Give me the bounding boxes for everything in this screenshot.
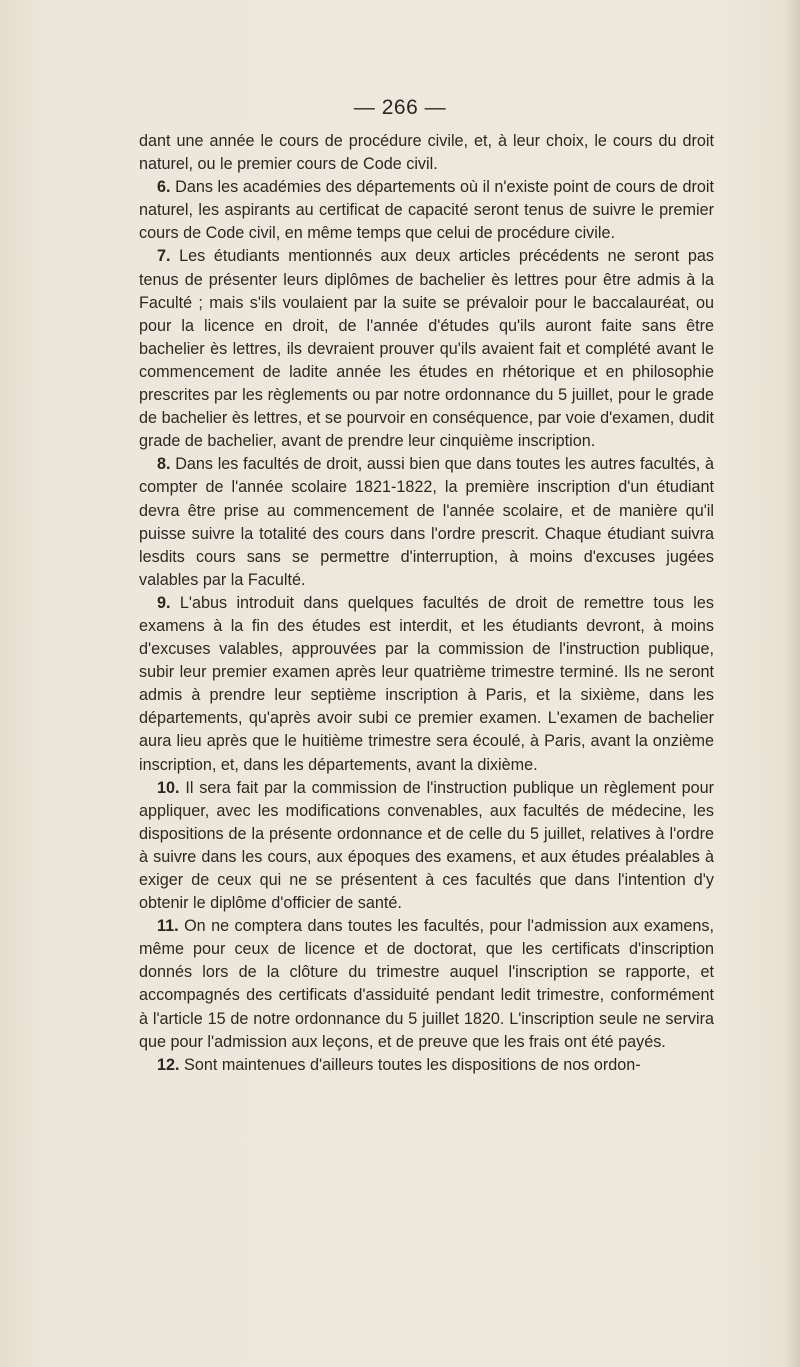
article-7 <box>139 245 714 453</box>
article-text: L'abus introduit dans quelques facultés de droit de remettre tous les examens à la fin des études est interdit, et les étudiants devront, à moins d'excuses valables, approuvées par la commission de l'instruction publique, subir leur premier examen après leur quatrième trimestre terminé. Ils ne seront admis à prendre leur septième inscription à Paris, et la sixième, dans les départements, qu'après avoir subi ce premier examen. L'examen de bachelier aura lieu après que le huitième trimestre sera écoulé, à Paris, avant la onzième inscription, et, dans les départements, avant la dixième. <box>139 593 714 774</box>
article-number: 10. <box>157 778 180 797</box>
article-text: Dans les facultés de droit, aussi bien que dans toutes les autres facultés, à compter de l'année scolaire 1821-1822, la première inscription d'un étudiant devra être prise au commencement de l'année scolaire, et de manière qu'il puisse suivre la totalité des cours dans l'ordre prescrit. Chaque étudiant suivra lesdits cours sans se permettre d'interruption, à moins d'excuses jugées valables par la Faculté. <box>139 455 714 589</box>
article-9 <box>139 592 714 777</box>
paragraph-continuation <box>139 130 714 176</box>
article-10 <box>139 777 714 916</box>
article-number: 7. <box>157 247 171 266</box>
article-number: 9. <box>157 593 171 612</box>
article-6 <box>139 176 714 245</box>
article-number: 8. <box>157 455 171 474</box>
article-text: Les étudiants mentionnés aux deux articles précédents ne seront pas tenus de présenter leurs diplômes de bachelier ès lettres pour être admis à la Faculté ; mais s'ils voulaient par la suite se prévaloir pour le baccalauréat, ou pour la licence en droit, de l'année d'études qu'ils auront faite sans être bachelier ès lettres, ils devraient prouver qu'ils avaient fait et complété avant le commencement de ladite année les études en rhétorique et en philosophie prescrites par les règlements ou par notre ordonnance du 5 juillet, pour le grade de bachelier ès lettres, et se pourvoir en conséquence, par voie d'examen, dudit grade de bachelier, avant de prendre leur cinquième inscription. <box>139 247 715 451</box>
article-11 <box>139 915 714 1054</box>
article-text: Il sera fait par la commission de l'instruction publique un règlement pour appliquer, avec les modifications convenables, aux facultés de médecine, les dispositions de la présente ordonnance et de celle du 5 juillet, relatives à l'ordre à suivre dans les cours, aux époques des examens, et aux études préalables à exiger de ceux qui ne se présentent à ces facultés que dans l'intention d'y obtenir le diplôme d'officier de santé. <box>139 778 714 913</box>
article-number: 6. <box>157 178 171 197</box>
article-text: Sont maintenues d'ailleurs toutes les dispositions de nos ordon- <box>184 1055 641 1074</box>
paragraph-text: dant une année le cours de procédure civile, et, à leur choix, le cours du droit naturel, ou le premier cours de Code civil. <box>139 132 714 174</box>
article-number: 12. <box>157 1055 180 1074</box>
page-edge-shadow <box>786 0 800 1367</box>
article-8 <box>139 453 714 592</box>
page-number: — 266 — <box>353 96 447 119</box>
body-text <box>139 130 714 1077</box>
article-12 <box>139 1054 714 1077</box>
article-number: 11. <box>157 917 179 936</box>
article-text: Dans les académies des départements où il n'existe point de cours de droit naturel, les aspirants au certificat de capacité seront tenus de suivre le premier cours de Code civil, en même temps que celui de procédure civile. <box>139 178 714 243</box>
article-text: On ne comptera dans toutes les facultés, pour l'admission aux examens, même pour ceux de licence et de doctorat, que les certificats d'inscription donnés lors de la clôture du trimestre auquel l'inscription se rapporte, et accompagnés des certificats d'assiduité pendant ledit trimestre, conformément à l'article 15 de notre ordonnance du 5 juillet 1820. L'inscription seule ne servira que pour l'admission aux leçons, et de preuve que les frais ont été payés. <box>139 917 715 1051</box>
